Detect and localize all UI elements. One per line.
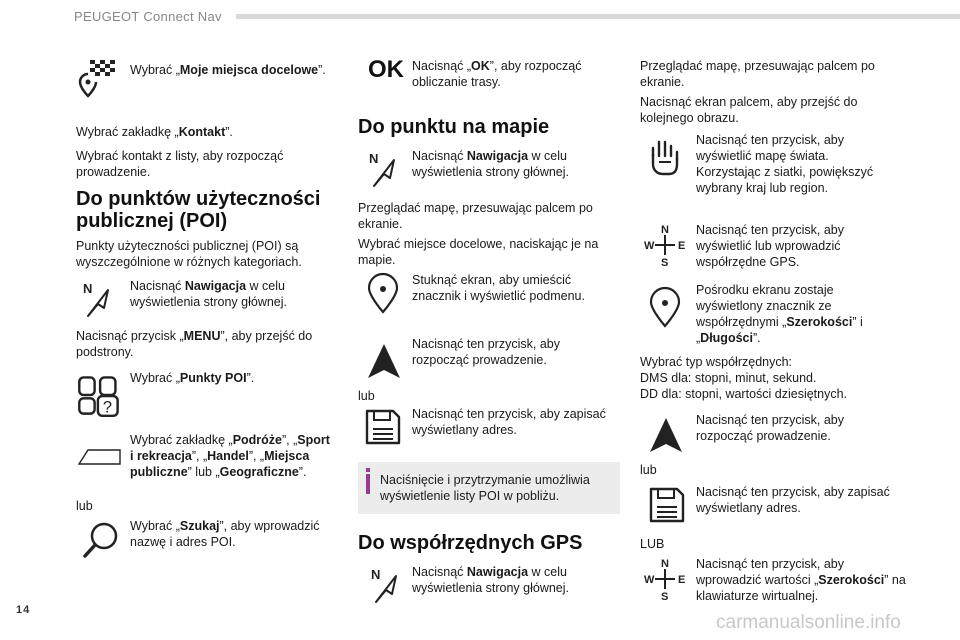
save-disk-icon xyxy=(362,406,404,448)
hand-icon xyxy=(644,136,686,178)
magnifier-icon xyxy=(80,520,122,562)
LUB-text: LUB xyxy=(640,537,665,551)
text-part: ”, aby rozpocząć obliczanie trasy. xyxy=(412,59,582,89)
marker-text xyxy=(696,282,896,346)
page-number: 14 xyxy=(16,604,31,616)
text-part: Wybrać „ xyxy=(130,371,180,385)
navigation-arrow-icon xyxy=(76,278,118,320)
tab-bold: Podróże xyxy=(232,433,283,447)
route-arrow-icon xyxy=(646,414,688,456)
dest-bold: Moje miejsca docelowe xyxy=(179,63,319,77)
compass-w: W xyxy=(644,574,655,586)
poi-heading: Do punktów użyteczności publicznej (POI) xyxy=(76,188,321,232)
category-tabs-text xyxy=(130,432,335,480)
text-part: Wybrać zakładkę „ xyxy=(76,125,179,139)
text-part: Pośrodku ekranu zostaje wyświetlony znacznik ze współrzędnymi „ xyxy=(696,283,834,329)
nav-text-1 xyxy=(130,278,330,310)
save-text-1: Nacisnąć ten przycisk, aby zapisać wyświetlany adres. xyxy=(412,407,606,437)
ok-bold: OK xyxy=(471,59,490,73)
route-arrow-icon xyxy=(364,340,406,382)
compass-w: W xyxy=(644,240,655,252)
text-part: ” i „ xyxy=(696,315,863,345)
navigation-arrow-icon xyxy=(362,148,404,190)
tab-shape-icon xyxy=(76,436,122,478)
browse-text-2: Przeglądać mapę, przesuwając palcem po ekranie. xyxy=(640,59,875,89)
text-part: Nacisnąć xyxy=(412,565,467,579)
text-part: Nacisnąć ten przycisk, aby wprowadzić wartości „ xyxy=(696,557,844,587)
header-title: PEUGEOT Connect Nav xyxy=(74,9,222,24)
text-part: Wybrać „ xyxy=(130,63,180,77)
lub-text-3: lub xyxy=(640,463,657,477)
world-map-text: Nacisnąć ten przycisk, aby wyświetlić mapę świata. Korzystając z siatki, powiększyć wybrany kraj lub region. xyxy=(696,133,874,195)
tab-bold: Geograficzne xyxy=(219,465,299,479)
text-part: ”, aby wprowadzić nazwę i adres POI. xyxy=(130,519,320,549)
text-part: ” na klawiaturze wirtualnej. xyxy=(696,573,906,603)
nav-bold: Nawigacja xyxy=(466,149,529,163)
tab-bold: Sport i rekreacja xyxy=(130,433,330,463)
nav-bold: Nawigacja xyxy=(466,565,529,579)
text-part: w celu wyświetlenia strony głównej. xyxy=(412,565,570,595)
text-part: w celu wyświetlenia strony głównej. xyxy=(130,279,288,309)
start-text-1: Nacisnąć ten przycisk, aby rozpocząć prowadzenie. xyxy=(412,337,560,367)
lub-text-2: lub xyxy=(358,389,375,403)
svg-text:N: N xyxy=(83,281,93,296)
text-part: Nacisnąć przycisk „ xyxy=(76,329,184,343)
text-part: ”. xyxy=(752,331,761,345)
lat-bold: Szerokości xyxy=(818,573,885,587)
tab-bold: Miejsca publiczne xyxy=(130,449,310,479)
text-part: ” lub „ xyxy=(187,465,220,479)
text-part: w celu wyświetlenia strony głównej. xyxy=(412,149,570,179)
gps-heading: Do współrzędnych GPS xyxy=(358,532,583,554)
dest-text xyxy=(130,62,330,78)
browse-text-1: Przeglądać mapę, przesuwając palcem po ekranie. xyxy=(358,201,593,231)
navigation-arrow-icon xyxy=(364,564,406,606)
compass-e: E xyxy=(678,574,686,586)
contact-bold: Kontakt xyxy=(178,125,226,139)
text-part: Nacisnąć xyxy=(412,149,467,163)
nav-text-3 xyxy=(412,564,612,596)
text-part: ”. xyxy=(246,371,255,385)
text-part: ”, „ xyxy=(282,433,298,447)
text-part: Nacisnąć „ xyxy=(412,59,472,73)
svg-text:?: ? xyxy=(102,398,112,417)
coord-type-line-1: Wybrać typ współrzędnych: xyxy=(640,355,793,369)
info-icon-dot xyxy=(366,468,370,472)
search-text xyxy=(130,518,330,550)
text-part: ”. xyxy=(225,125,233,139)
save-disk-icon xyxy=(646,484,688,526)
watermark: carmanualsonline.info xyxy=(716,612,901,633)
coord-type-line-3: DD dla: stopni, wartości dziesiętnych. xyxy=(640,387,848,401)
text-part: Wybrać zakładkę „ xyxy=(130,433,233,447)
save-text-2: Nacisnąć ten przycisk, aby zapisać wyświetlany adres. xyxy=(696,485,890,515)
svg-text:N: N xyxy=(371,567,381,582)
text-part: Nacisnąć xyxy=(130,279,185,293)
poi-intro: Punkty użyteczności publicznej (POI) są wyszczególnione w różnych kategoriach. xyxy=(76,239,302,269)
text-part: ”, „ xyxy=(191,449,208,463)
compass-icon xyxy=(642,222,688,268)
lat-bold: Szerokości xyxy=(786,315,853,329)
search-bold: Szukaj xyxy=(179,519,220,533)
info-note-text: Naciśnięcie i przytrzymanie umożliwia wyświetlenie listy POI w pobliżu. xyxy=(380,473,590,503)
text-part: Wybrać „ xyxy=(130,519,180,533)
start-text-2: Nacisnąć ten przycisk, aby rozpocząć prowadzenie. xyxy=(696,413,844,443)
menu-text xyxy=(76,328,336,360)
poi-bold: Punkty POI xyxy=(179,371,247,385)
compass-e: E xyxy=(678,240,686,252)
lon-bold: Długości xyxy=(700,331,753,345)
info-note xyxy=(358,462,620,514)
gps-coord-text: Nacisnąć ten przycisk, aby wyświetlić lub wprowadzić współrzędne GPS. xyxy=(696,223,844,269)
text-part: ”. xyxy=(318,63,326,77)
coord-type-line-2: DMS dla: stopni, minut, sekund. xyxy=(640,371,817,385)
contact-tab-text xyxy=(76,124,346,140)
text-part: ”, aby przejść do podstrony. xyxy=(76,329,313,359)
lub-text-1: lub xyxy=(76,499,93,513)
nav-bold: Nawigacja xyxy=(184,279,247,293)
tab-bold: Handel xyxy=(207,449,249,463)
compass-s: S xyxy=(661,591,669,602)
svg-text:N: N xyxy=(369,151,379,166)
next-image-text: Nacisnąć ekran palcem, aby przejść do kolejnego obrazu. xyxy=(640,95,858,125)
compass-n: N xyxy=(661,224,669,236)
info-icon xyxy=(366,474,370,494)
menu-bold: MENU xyxy=(183,329,221,343)
poi-select-text xyxy=(130,370,330,386)
compass-n: N xyxy=(661,558,669,570)
compass-icon xyxy=(642,556,688,602)
ok-icon: OK xyxy=(368,56,404,83)
map-pin-icon xyxy=(644,286,686,328)
header-rule xyxy=(236,14,960,19)
text-part: ”. xyxy=(298,465,307,479)
compass-s: S xyxy=(661,257,669,268)
map-heading: Do punktu na mapie xyxy=(358,116,550,138)
tap-text: Stuknąć ekran, aby umieścić znacznik i wyświetlić podmenu. xyxy=(412,273,585,303)
poi-question-icon xyxy=(76,372,122,418)
enter-coord-text xyxy=(696,556,906,604)
nav-text-2 xyxy=(412,148,612,180)
map-pin-icon xyxy=(362,272,404,314)
ok-text xyxy=(412,58,612,90)
text-part: ”, „ xyxy=(248,449,265,463)
select-dest-text: Wybrać miejsce docelowe, naciskając je na mapie. xyxy=(358,237,599,267)
flag-pin-icon xyxy=(76,58,118,100)
contact-list-text: Wybrać kontakt z listy, aby rozpocząć prowadzenie. xyxy=(76,149,284,179)
